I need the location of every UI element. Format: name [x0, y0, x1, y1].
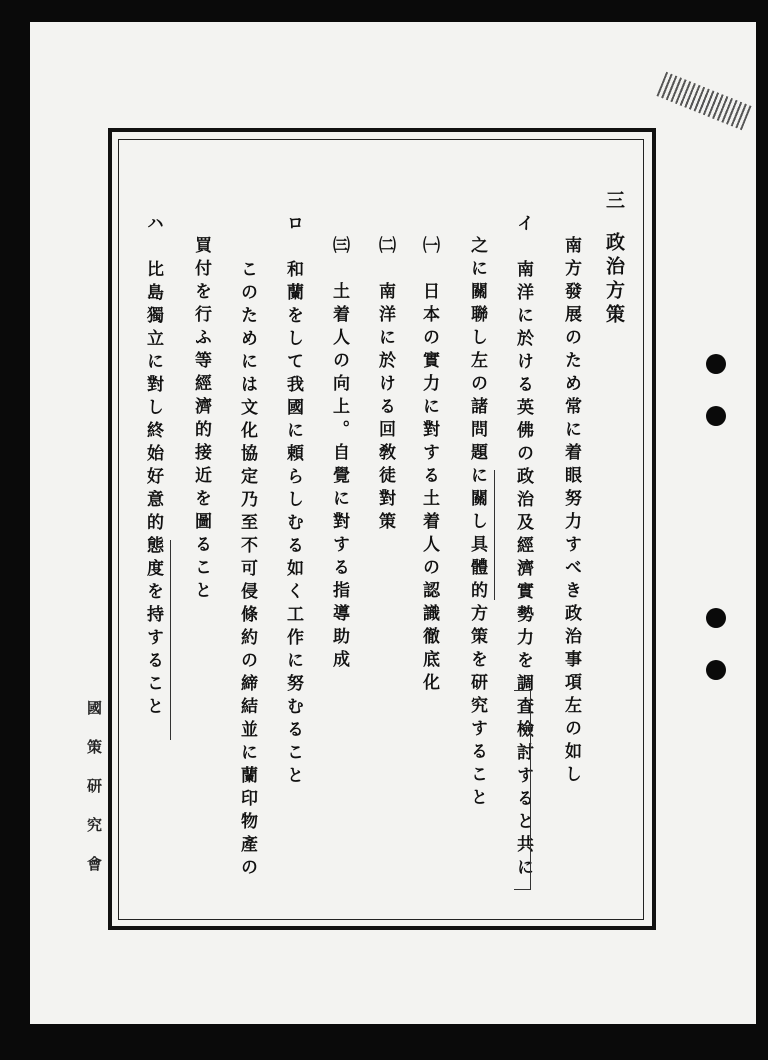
handwritten-underline	[170, 540, 171, 740]
text-line: ロ 和蘭をして我國に頼らしむる如く工作に努むること	[283, 214, 303, 789]
handwritten-underline	[494, 470, 495, 600]
text-line: 南方發展のため常に着眼努力すべき政治事項左の如し	[561, 236, 581, 788]
text-line: ㈢ 土着人の向上。自覺に對する指導助成	[329, 236, 349, 673]
binding-hole	[706, 406, 726, 426]
publisher-name: 國策研究會	[85, 700, 103, 895]
text-line: 之に關聯し左の諸問題に關し具體的方策を研究すること	[467, 236, 487, 811]
text-line: ハ 比島獨立に對し終始好意的態度を持すること	[143, 214, 163, 720]
text-line: イ 南洋に於ける英佛の政治及經濟實勢力を調査檢討すると共に	[513, 214, 533, 881]
binding-hole	[706, 608, 726, 628]
binding-hole	[706, 660, 726, 680]
text-line: このためには文化協定乃至不可侵條約の締結並に蘭印物產の	[237, 260, 257, 881]
section-number: 三	[603, 190, 625, 214]
text-line: ㈠ 日本の實力に對する土着人の認識徹底化	[419, 236, 439, 696]
text-line: 買付を行ふ等經濟的接近を圖ること	[191, 236, 211, 604]
section-title: 政治方策	[603, 232, 625, 328]
binding-hole	[706, 354, 726, 374]
text-line: ㈡ 南洋に於ける回敎徒對策	[375, 236, 395, 535]
handwritten-bracket	[514, 690, 531, 890]
